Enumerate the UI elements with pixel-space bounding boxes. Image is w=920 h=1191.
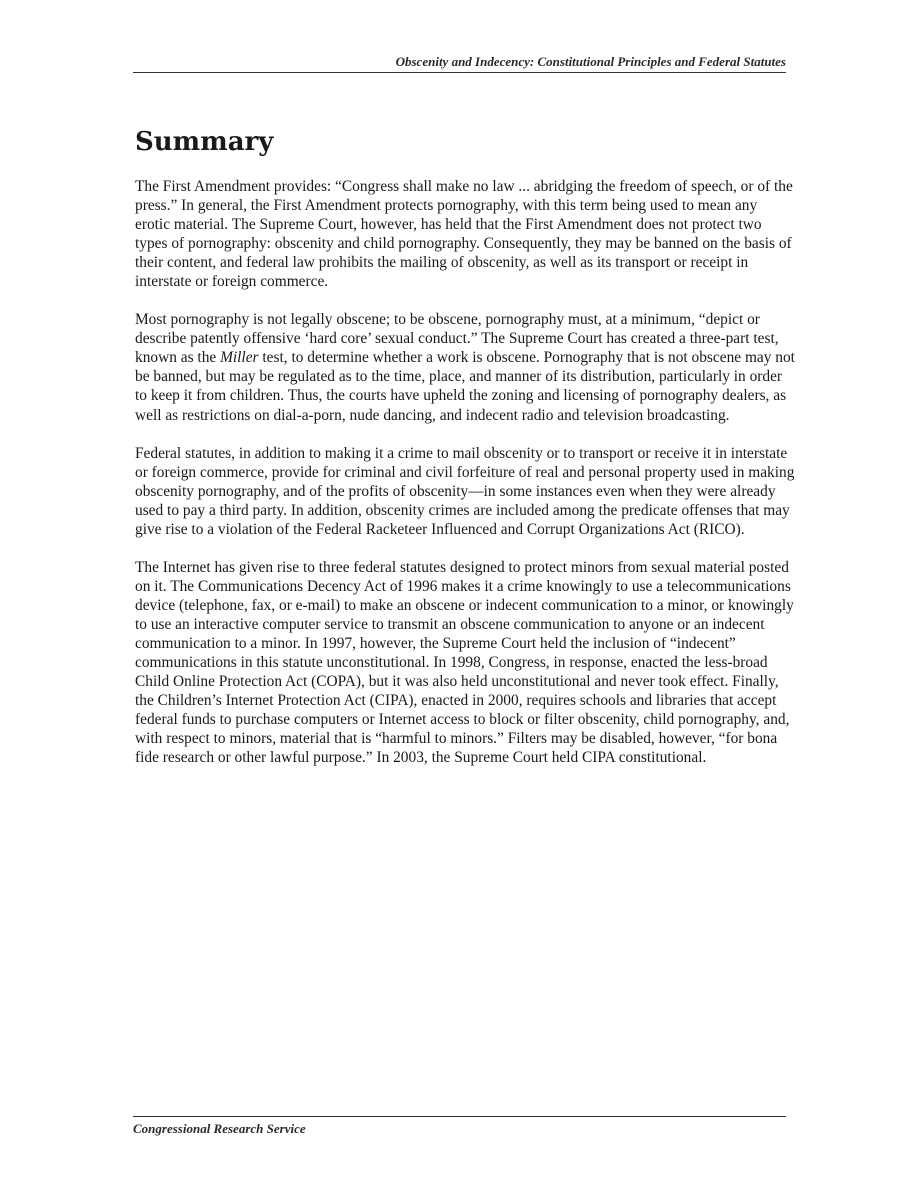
summary-paragraph-4: The Internet has given rise to three federal statutes designed to protect minors from sexual material posted on it. The Communications Decency Act of 1996 makes it a crime knowingly to use a telecommunications device (telephone, fax, or e-mail) to make an obscene or indecent communication to a minor, or knowingly to use an interactive computer service to transmit an obscene communication to anyone or an indecent communication to a minor. In 1997, however, the Supreme Court held the inclusion of “indecent” communications in this statute unconstitutional. In 1998, Congress, in response, enacted the less-broad Child Online Protection Act (COPA), but it was also held unconstitutional and never took effect. Finally, the Children’s Internet Protection Act (CIPA), enacted in 2000, requires schools and libraries that accept federal funds to purchase computers or Internet access to block or filter obscenity, child pornography, and, with respect to minors, material that is “harmful to minors.” Filters may be disabled, however, “for bona fide research or other lawful purpose.” In 2003, the Supreme Court held CIPA constitutional. bbox=[135, 558, 794, 767]
summary-paragraph-3: Federal statutes, in addition to making it a crime to mail obscenity or to transport or receive it in interstate or foreign commerce, provide for criminal and civil forfeiture of real and personal property used in making obscenity pornography, and of the profits of obscenity—in some instances even when they were already used to pay a third party. In addition, obscenity crimes are included among the predicate offenses that may give rise to a violation of the Federal Racketeer Influenced and Corrupt Organizations Act (RICO). bbox=[135, 444, 795, 538]
paragraph-2-text-before: Most pornography is not legally obscene; to be obscene, pornography must, at a minimum, “depict or describe patently offensive ‘hard core’ sexual conduct.” The Supreme Court has created a three-part test, known as the bbox=[135, 311, 779, 367]
running-header-title: Obscenity and Indecency: Constitutional Principles and Federal Statutes bbox=[395, 54, 786, 69]
paragraph-2-text-after: test, to determine whether a work is obscene. Pornography that is not obscene may not be banned, but may be regulated as to the time, place, and manner of its distribution, particularly in order to keep it from children. Thus, the courts have upheld the zoning and licensing of pornography dealers, as well as restrictions on dial-a-porn, nude dancing, and indecent radio and television broadcasting. bbox=[135, 349, 795, 424]
running-footer bbox=[133, 1116, 786, 1137]
summary-paragraph-2 bbox=[135, 310, 795, 424]
summary-paragraph-1: The First Amendment provides: “Congress shall make no law ... abridging the freedom of speech, or of the press.” In general, the First Amendment protects pornography, with this term being used to mean any erotic material. The Supreme Court, however, has held that the First Amendment does not protect two types of pornography: obscenity and child pornography. Consequently, they may be banned on the basis of their content, and federal law prohibits the mailing of obscenity, as well as its transport or receipt in interstate or foreign commerce. bbox=[135, 178, 793, 291]
running-header bbox=[133, 54, 786, 73]
page-title: Summary bbox=[135, 127, 274, 157]
summary-body bbox=[135, 177, 795, 786]
footer-publisher: Congressional Research Service bbox=[133, 1121, 306, 1136]
miller-test-italic: Miller bbox=[220, 349, 259, 367]
